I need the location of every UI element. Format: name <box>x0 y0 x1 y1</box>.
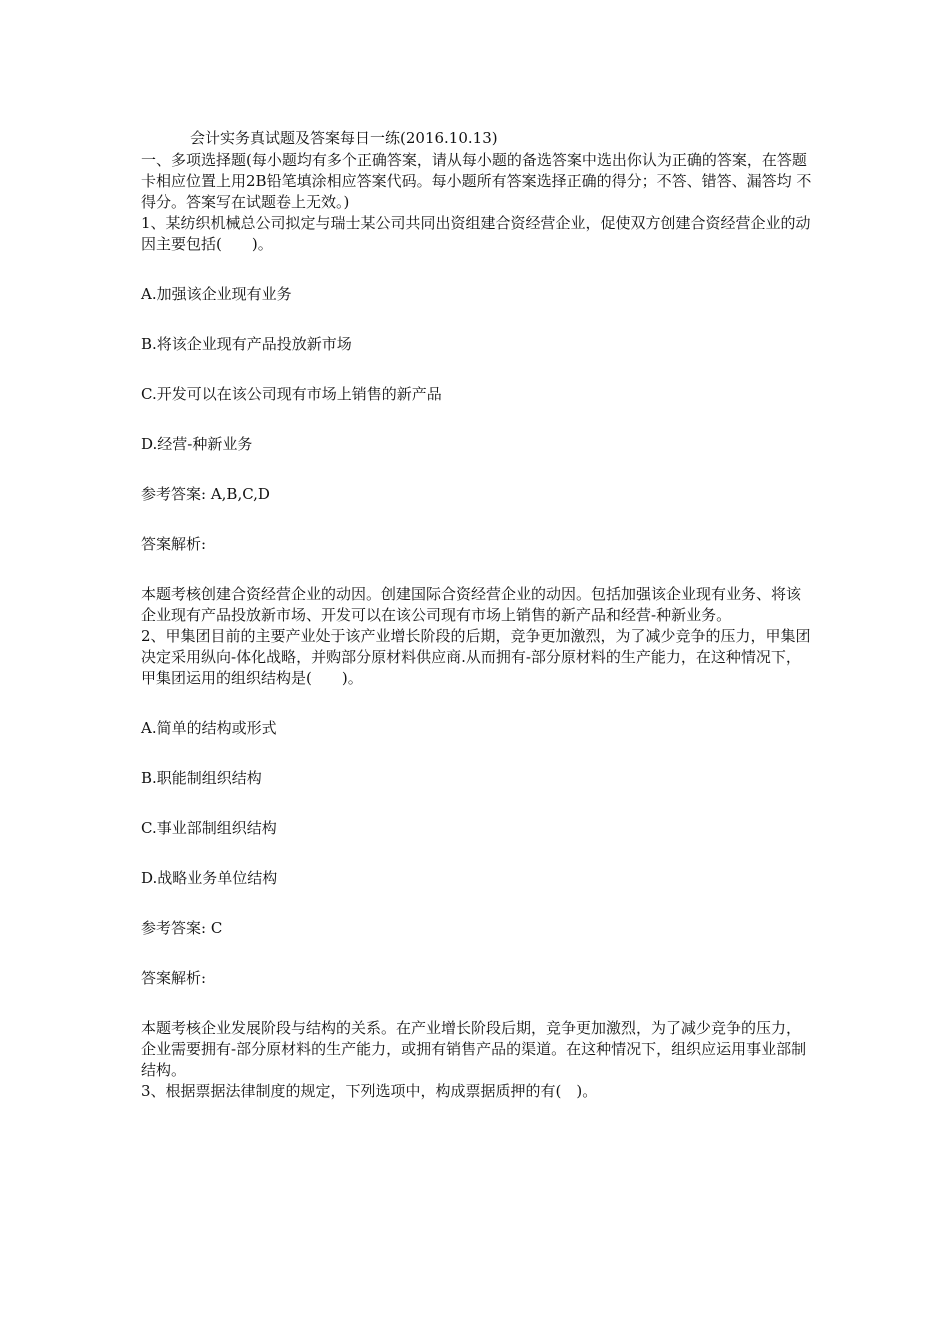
question-1-option-a: A.加强该企业现有业务 <box>141 285 292 303</box>
question-2-analysis-label: 答案解析: <box>141 969 207 987</box>
section-intro: 一、多项选择题(每小题均有多个正确答案，请从每小题的备选答案中选出你认为正确的答案，在答题卡相应位置上用2B铅笔填涂相应答案代码。每小题所有答案选择正确的得分；不答、错答、漏答均 不得分。答案写在试题卷上无效。) <box>141 151 812 211</box>
question-1-option-b: B.将该企业现有产品投放新市场 <box>141 335 352 353</box>
question-1-answer: 参考答案: A,B,C,D <box>141 485 270 503</box>
question-1-analysis-label: 答案解析: <box>141 535 207 553</box>
question-2-analysis: 本题考核企业发展阶段与结构的关系。在产业增长阶段后期，竞争更加激烈，为了减少竞争的压力，企业需要拥有-部分原材料的生产能力，或拥有销售产品的渠道。在这种情况下，组织应运用事业部制结构。 <box>141 1019 807 1079</box>
question-2-option-c: C.事业部制组织结构 <box>141 819 277 837</box>
question-2-stem: 2、甲集团目前的主要产业处于该产业增长阶段的后期，竞争更加激烈，为了减少竞争的压力，甲集团决定采用纵向-体化战略，并购部分原材料供应商.从而拥有-部分原材料的生产能力，在这种情况下，甲集团运用的组织结构是( )。 <box>141 627 811 687</box>
question-2-option-b: B.职能制组织结构 <box>141 769 262 787</box>
question-1-option-d: D.经营-种新业务 <box>141 435 253 453</box>
question-1-analysis: 本题考核创建合资经营企业的动因。创建国际合资经营企业的动因。包括加强该企业现有业务、将该企业现有产品投放新市场、开发可以在该公司现有市场上销售的新产品和经营-种新业务。 <box>141 585 802 624</box>
question-3-stem: 3、根据票据法律制度的规定，下列选项中，构成票据质押的有( )。 <box>141 1082 598 1100</box>
document-body <box>141 150 813 1102</box>
question-2-option-d: D.战略业务单位结构 <box>141 869 278 887</box>
document-title: 会计实务真试题及答案每日一练(2016.10.13) <box>190 129 498 147</box>
question-1-stem: 1、某纺织机械总公司拟定与瑞士某公司共同出资组建合资经营企业，促使双方创建合资经营企业的动因主要包括( )。 <box>141 214 811 253</box>
question-2-answer: 参考答案: C <box>141 919 223 937</box>
question-1-option-c: C.开发可以在该公司现有市场上销售的新产品 <box>141 385 442 403</box>
question-2-option-a: A.简单的结构或形式 <box>141 719 277 737</box>
